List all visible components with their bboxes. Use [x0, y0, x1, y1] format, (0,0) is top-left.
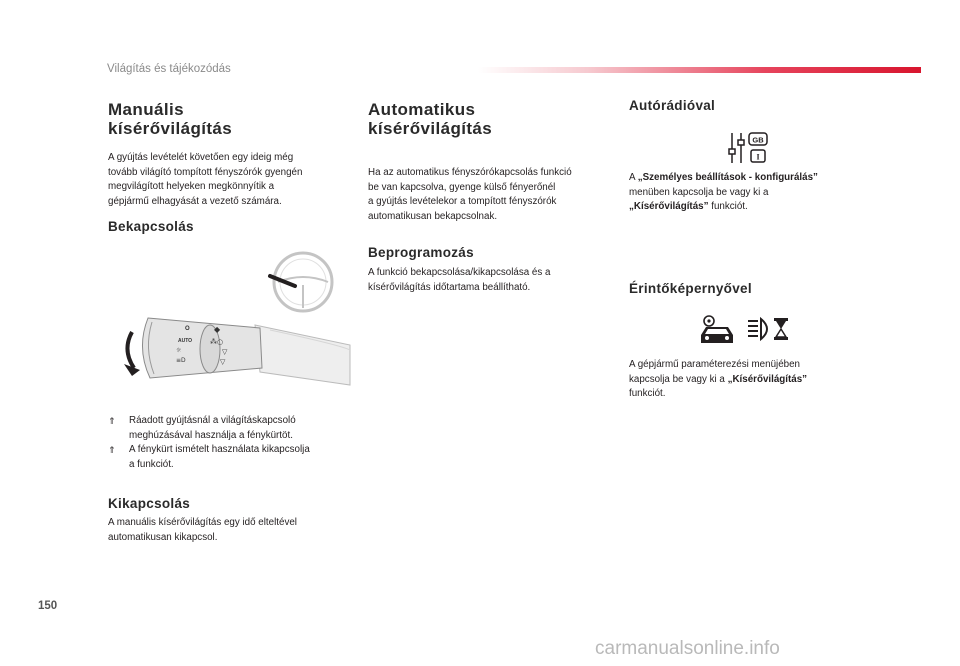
bullet-line: meghúzásával használja a fénykürtöt.	[129, 429, 293, 441]
touchscreen-line: funkciót.	[629, 388, 666, 399]
guide-me-home-lighting-icon	[746, 316, 790, 342]
switch-on-heading: Bekapcsolás	[108, 219, 194, 234]
radio-text	[629, 171, 874, 215]
switch-off-heading: Kikapcsolás	[108, 496, 191, 511]
bullet-line: a funkciót.	[129, 458, 174, 470]
manual-title-line2: kísérővilágítás	[108, 119, 233, 138]
arrow-down-icon: ▽	[220, 358, 226, 366]
bullet-line: Ráadott gyújtásnál a világításkapcsoló	[129, 415, 296, 426]
arrow-down-icon: ▽	[222, 348, 228, 356]
radio-line-pre: A	[629, 172, 638, 183]
radio-heading: Autórádióval	[629, 98, 716, 113]
watermark: carmanualsonline.info	[595, 638, 780, 659]
manual-intro	[108, 151, 353, 209]
gb-label: GB	[752, 135, 764, 145]
page-number: 150	[38, 600, 58, 612]
programming-heading: Beprogramozás	[368, 245, 474, 260]
function-name-label: „Kísérővilágítás”	[629, 201, 709, 212]
programming-line: A funkció bekapcsolása/kikapcsolása és a	[368, 267, 551, 278]
audio-settings-icon	[727, 130, 771, 166]
fog-light-icon: ◆	[214, 325, 221, 334]
manual-intro-line: gépjármű elhagyását a vezető számára.	[108, 195, 282, 207]
manual-title	[108, 100, 232, 138]
auto-title-line1: Automatikus	[368, 100, 476, 119]
bullet-item	[108, 414, 353, 443]
chapter-title: Világítás és tájékozódás	[107, 63, 231, 75]
info-label: I	[756, 152, 760, 162]
auto-text-line: be van kapcsolva, gyenge külső fényerőnél	[368, 181, 556, 193]
auto-title	[368, 100, 492, 138]
function-name-label: „Kísérővilágítás”	[727, 373, 808, 385]
auto-text-line: Ha az automatikus fényszórókapcsolás funkció	[368, 167, 572, 178]
dipped-beam-icon: ☼	[176, 347, 182, 354]
auto-text-line: a gyújtás levételekor a tompított fényszórók	[368, 196, 557, 207]
touchscreen-line-pre: kapcsolja be vagy ki a	[629, 373, 728, 385]
switch-off-line: automatikusan kikapcsol.	[108, 531, 218, 543]
vehicle-settings-icon	[698, 313, 738, 345]
manual-intro-line: megvilágított helyeken megkönnyítik a	[108, 181, 275, 192]
bullet-marker-icon: ⇑	[108, 445, 116, 455]
radio-line	[629, 200, 874, 215]
programming-line: kísérővilágítás időtartama beállítható.	[368, 281, 531, 293]
stalk-label-o: O	[185, 326, 190, 332]
auto-title-line2: kísérővilágítás	[368, 119, 493, 138]
main-beam-icon: ≡D	[176, 357, 186, 364]
auto-text	[368, 166, 613, 224]
touchscreen-heading: Érintőképernyővel	[629, 281, 752, 296]
radio-line: menüben kapcsolja be vagy ki a	[629, 186, 769, 198]
touchscreen-text	[629, 358, 874, 402]
bullet-item	[108, 443, 353, 472]
pull-arrow-icon	[127, 332, 134, 368]
steering-wheel-icon	[270, 253, 332, 311]
radio-line-post: funkciót.	[708, 201, 748, 212]
programming-text	[368, 266, 613, 295]
switch-on-steps	[108, 414, 353, 472]
stalk-label-auto: AUTO	[178, 338, 193, 344]
switch-off-line: A manuális kísérővilágítás egy idő elteltével	[108, 517, 297, 528]
bullet-marker-icon: ⇑	[108, 416, 116, 426]
bullet-line: A fénykürt ismételt használata kikapcsolja	[129, 444, 310, 455]
lighting-stalk-illustration	[110, 250, 355, 390]
menu-path-label: „Személyes beállítások - konfigurálás”	[637, 172, 818, 183]
light-switch-stalk	[142, 318, 262, 378]
rear-fog-icon: ⁂○	[210, 338, 224, 346]
switch-off-text	[108, 516, 353, 545]
touchscreen-line	[629, 373, 874, 388]
touchscreen-line: A gépjármű paraméterezési menüjében	[629, 359, 801, 370]
auto-text-line: automatikusan bekapcsolnak.	[368, 210, 498, 222]
header-accent-bar	[478, 67, 921, 73]
manual-intro-line: tovább világító tompított fényszórók gyengén	[108, 166, 303, 178]
manual-title-line1: Manuális	[108, 100, 184, 119]
manual-intro-line: A gyújtás levételét követően egy ideig még	[108, 152, 294, 163]
radio-line	[629, 171, 874, 186]
